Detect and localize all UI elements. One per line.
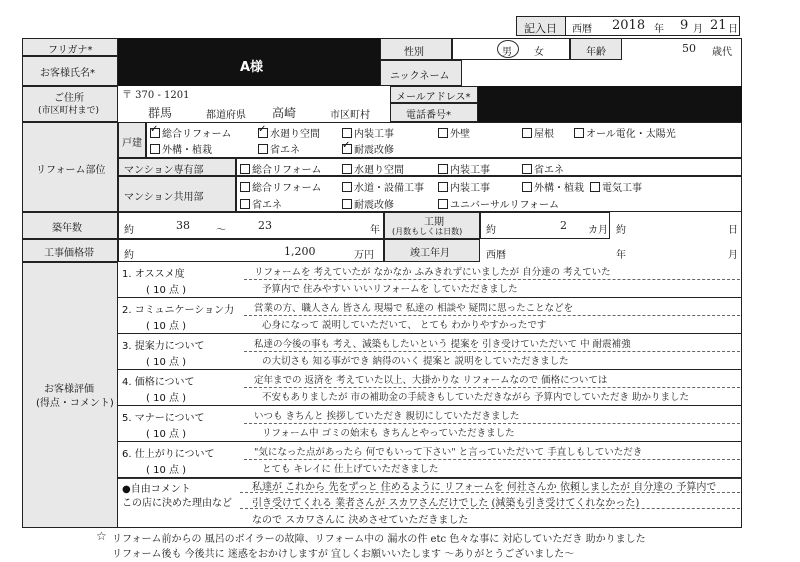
evaluation-score: ( 10 点 ): [146, 465, 187, 476]
completion-year-unit: 年: [616, 250, 626, 261]
building-age-approx: 約: [124, 225, 134, 236]
reform-option[interactable]: [438, 196, 559, 211]
evaluation-comment-line2: 不安もありましたが 市の補助金の手続きもしていただきながら 予算内でしていただき 助かりました: [262, 392, 690, 403]
reform-option[interactable]: [590, 179, 642, 194]
evaluation-comment-line2: とても キレイに 仕上げていただきました: [262, 464, 439, 475]
option-label: 耐震改修: [354, 200, 394, 211]
age-label: 年齢: [586, 47, 606, 58]
reform-option[interactable]: [240, 196, 282, 211]
price-label: 工事価格帯: [44, 248, 94, 259]
checkbox[interactable]: [522, 182, 532, 192]
evaluation-score: ( 10 点 ): [146, 393, 187, 404]
option-label: 屋根: [534, 129, 554, 140]
evaluation-score: ( 10 点 ): [146, 285, 187, 296]
building-age-label: 築年数: [52, 223, 82, 234]
evaluation-score: ( 10 点 ): [146, 321, 187, 332]
reform-option[interactable]: [258, 141, 300, 156]
option-label: 外構・植栽: [534, 183, 584, 194]
reform-option[interactable]: [342, 161, 404, 176]
footer-line2: リフォーム後も 今後共に 迷惑をおかけしますが 宜しくお願いいたします 〜ありがとうございました〜: [112, 549, 575, 560]
checkbox[interactable]: [342, 199, 352, 209]
gender-female[interactable]: 女: [534, 47, 544, 58]
reform-option[interactable]: [342, 179, 424, 194]
option-label: 耐震改修: [354, 145, 394, 156]
house-label: 戸建: [122, 138, 142, 149]
checkbox[interactable]: [342, 144, 352, 154]
evaluation-title: 6. 仕上がりについて: [122, 449, 215, 460]
comment-dash: [244, 315, 740, 316]
evaluation-score: ( 10 点 ): [146, 357, 187, 368]
city-label: 市区町村: [330, 110, 370, 121]
option-label: 内装工事: [450, 165, 490, 176]
period-label: 工期: [424, 217, 444, 228]
entry-date-label: 記入日: [524, 22, 557, 35]
furigana-label: フリガナ*: [48, 45, 93, 56]
reform-option[interactable]: [240, 179, 322, 194]
free-dash-2: [240, 508, 740, 509]
period-approx: 約: [486, 225, 496, 236]
option-label: 外壁: [450, 129, 470, 140]
evaluation-label: お客様評価: [44, 384, 94, 395]
free-comment-label: ●自由コメント: [122, 484, 191, 495]
phone-label: 電話番号*: [406, 110, 451, 121]
period-value: 2: [560, 219, 567, 232]
gender-label: 性別: [404, 47, 424, 58]
option-label: 水道・設備工事: [354, 183, 424, 194]
checkbox[interactable]: [574, 128, 584, 138]
checkbox[interactable]: [438, 199, 448, 209]
checkbox[interactable]: [438, 128, 448, 138]
checkbox[interactable]: [150, 144, 160, 154]
email-redaction: [478, 86, 742, 103]
checkbox[interactable]: [342, 164, 352, 174]
comment-dash: [244, 387, 740, 388]
checkbox[interactable]: [258, 128, 268, 138]
reform-option[interactable]: [438, 161, 490, 176]
evaluation-comment-line1: リフォームを 考えていたが なかなか ふみきれずにいましたが 自分達の 考えていた: [254, 267, 611, 278]
option-label: 内装工事: [450, 183, 490, 194]
mansion-common-label: マンション共用部: [124, 192, 204, 203]
option-label: 省エネ: [270, 145, 300, 156]
entry-month: 9: [680, 18, 689, 33]
reform-option[interactable]: [342, 196, 394, 211]
evaluation-comment-line2: 予算内で 住みやすい いいリフォームを していただきました: [262, 284, 518, 295]
postal-code: 〒 370 - 1201: [122, 90, 190, 101]
evaluation-title: 1. オススメ度: [122, 269, 185, 280]
building-age-cell: [118, 212, 384, 239]
option-label: 省エネ: [252, 200, 282, 211]
evaluation-sub: (得点・コメント): [36, 398, 114, 409]
customer-name: A様: [240, 60, 264, 75]
price-value-cell: [118, 239, 384, 262]
email-label: メールアドレス*: [396, 92, 471, 103]
option-label: 省エネ: [534, 165, 564, 176]
comment-dash: [244, 459, 740, 460]
evaluation-title: 3. 提案力について: [122, 341, 205, 352]
checkbox[interactable]: [438, 182, 448, 192]
reform-option[interactable]: [438, 179, 490, 194]
building-age-tilde: 〜: [216, 225, 226, 236]
free-dash-1: [240, 492, 740, 493]
reform-option[interactable]: [574, 125, 676, 140]
gender-male[interactable]: 男: [502, 47, 512, 58]
footer-line1: リフォーム前からの 風呂のボイラーの故障、リフォーム中の 漏水の件 etc 色々な事に 対応していただき 助かりました: [112, 534, 646, 545]
reform-option[interactable]: [522, 161, 564, 176]
evaluation-comment-line1: "気になった点があったら 何でもいって下さい" と言っていただいて 手直しもしていただき: [254, 447, 643, 458]
evaluation-comment-line1: いつも きちんと 挨拶していただき 親切にしていただきました: [254, 411, 520, 422]
checkbox[interactable]: [342, 182, 352, 192]
address-label: ご住所: [54, 93, 84, 104]
age-value: 50: [682, 42, 696, 55]
entry-year: 2018: [612, 18, 646, 33]
comment-dash: [244, 351, 740, 352]
option-label: ユニバーサルリフォーム: [450, 200, 559, 211]
checkbox[interactable]: [240, 199, 250, 209]
option-label: 電気工事: [602, 183, 642, 194]
reform-option[interactable]: [522, 125, 554, 140]
completion-era: 西暦: [486, 250, 506, 261]
name-label: お客様氏名*: [40, 68, 95, 79]
reform-section-label: リフォーム部位: [36, 165, 106, 176]
evaluation-title: 4. 価格について: [122, 377, 195, 388]
evaluation-comment-line1: 私達の今後の事も 考え、減築もしたいという 提案を 引き受けていただいて 中 耐震補強: [254, 339, 631, 350]
reform-option[interactable]: [342, 141, 394, 156]
option-label: 総合リフォーム: [162, 129, 232, 140]
price-value: 1,200: [284, 245, 316, 258]
price-unit: 万円: [354, 250, 374, 261]
reform-option[interactable]: [522, 179, 584, 194]
option-label: 総合リフォーム: [252, 183, 322, 194]
free-comment-line1: 私達が これから 先をずっと 住めるように リフォームを 何社さんか 依頼しましたが 自分達の 予算内で: [252, 482, 717, 493]
evaluation-comment-line1: 営業の方、職人さん 皆さん 現場で 私達の 相談や 疑問に思ったことなどを: [254, 303, 574, 314]
entry-month-unit: 月: [693, 24, 703, 35]
reform-option[interactable]: [150, 125, 232, 140]
comment-dash: [244, 279, 740, 280]
option-label: 内装工事: [354, 129, 394, 140]
footer-star: ☆: [96, 529, 107, 543]
option-label: 水廻り空間: [354, 165, 404, 176]
checkbox[interactable]: [342, 128, 352, 138]
entry-day-unit: 日: [728, 24, 738, 35]
period-sub: (月数もしくは日数): [392, 227, 463, 236]
evaluation-comment-line1: 定年までの 返済を 考えていた以上、大掛かりな リフォームなので 価格については: [254, 375, 608, 386]
evaluation-comment-line2: 心身になって 説明していただいて、 とても わかりやすかったです: [262, 320, 547, 331]
city-value: 高崎: [272, 106, 297, 120]
checkbox[interactable]: [240, 182, 250, 192]
checkbox[interactable]: [258, 144, 268, 154]
nickname-label: ニックネーム: [390, 71, 450, 82]
free-comment-line2: 引き受けてくれる 業者さんが スカワさんだけでした (減築も引き受けてくれなかった): [252, 498, 640, 509]
price-approx: 約: [124, 250, 134, 261]
entry-year-unit: 年: [654, 24, 664, 35]
checkbox[interactable]: [150, 128, 160, 138]
building-age-to: 23: [258, 219, 272, 232]
checkbox[interactable]: [438, 164, 448, 174]
phone-redaction: [478, 103, 742, 122]
evaluation-title: 2. コミュニケーション力: [122, 305, 235, 316]
evaluation-score: ( 10 点 ): [146, 429, 187, 440]
building-age-from: 38: [176, 219, 190, 232]
option-label: 外構・植栽: [162, 145, 212, 156]
entry-day: 21: [710, 18, 727, 33]
reform-option[interactable]: [240, 161, 322, 176]
prefecture-value: 群馬: [148, 106, 173, 120]
evaluation-comment-line2: リフォーム中 ゴミの始末も きちんとやっていただきました: [262, 428, 515, 439]
checkbox[interactable]: [240, 164, 250, 174]
completion-month-unit: 月: [728, 250, 738, 261]
checkbox[interactable]: [522, 128, 532, 138]
evaluation-comment-line2: の大切さも 知る事ができ 納得のいく 提案と 説明をしていただきました: [262, 356, 569, 367]
checkbox[interactable]: [590, 182, 600, 192]
option-label: 総合リフォーム: [252, 165, 322, 176]
age-unit: 歳代: [712, 47, 732, 58]
period-unit2: 日: [728, 225, 738, 236]
comment-dash: [244, 423, 740, 424]
entry-era: 西暦: [572, 24, 592, 35]
reason-label: この店に決めた理由など: [122, 498, 232, 509]
period-unit: カ月: [588, 225, 608, 236]
evaluation-title: 5. マナーについて: [122, 413, 205, 424]
reform-option[interactable]: [258, 125, 320, 140]
mansion-private-label: マンション専有部: [124, 165, 204, 176]
reform-option[interactable]: [342, 125, 394, 140]
prefecture-label: 都道府県: [206, 110, 246, 121]
option-label: 水廻り空間: [270, 129, 320, 140]
completion-label: 竣工年月: [410, 248, 450, 259]
reform-option[interactable]: [438, 125, 470, 140]
option-label: オール電化・太陽光: [586, 129, 676, 140]
checkbox[interactable]: [522, 164, 532, 174]
period-approx2: 約: [616, 225, 626, 236]
building-age-unit: 年: [370, 225, 380, 236]
free-comment-line3: なので スカワさんに 決めさせていただきました: [252, 515, 469, 526]
address-sub: (市区町村まで): [38, 106, 100, 116]
reform-option[interactable]: [150, 141, 212, 156]
